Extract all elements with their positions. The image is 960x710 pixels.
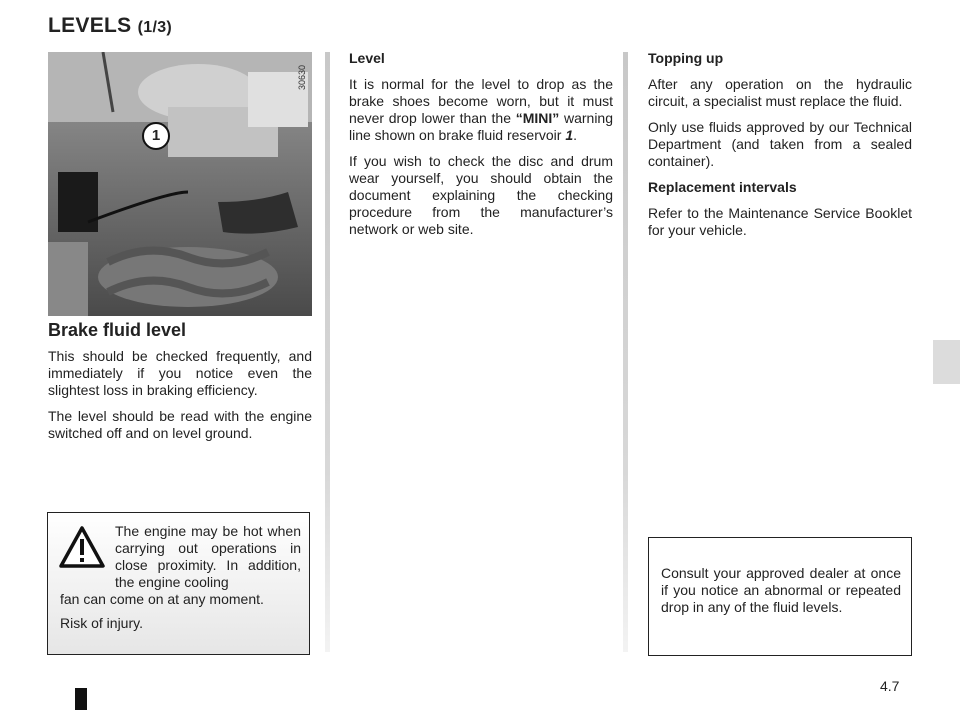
level-p1-mid: warning line shown on brake fluid reservoir — [349, 110, 614, 143]
column-divider-1 — [325, 52, 330, 652]
engine-photo — [48, 52, 312, 316]
brake-heading: Brake fluid level — [48, 320, 187, 340]
column-divider-2 — [623, 52, 628, 652]
corner-mark — [75, 688, 87, 710]
level-p1-text: It is normal for the level to drop as the brake shoes become worn, but it must never drop lower than the — [349, 76, 613, 126]
topping-column — [648, 50, 912, 248]
photo-code: 30630 — [297, 64, 307, 90]
mini-label: “MINI” — [515, 110, 560, 126]
topping-heading: Topping up — [648, 50, 724, 66]
level-p1-end: . — [573, 127, 578, 143]
brake-paragraph-2: The level should be read with the engine switched off and on level ground. — [48, 408, 312, 441]
warning-text-1: The engine may be hot when carrying out operations in close proximity. In addition, the engine cooling — [115, 523, 301, 590]
engine-photo-illustration — [48, 52, 312, 316]
title-main: LEVELS — [48, 14, 132, 37]
level-paragraph-1 — [349, 76, 613, 144]
section-tab — [933, 340, 960, 384]
info-text: Consult your approved dealer at once if you notice an abnormal or repeated drop in any of the fluid levels. — [661, 565, 901, 615]
topping-paragraph-2: Only use fluids approved by our Technical Department (and taken from a sealed container). — [648, 119, 912, 169]
replacement-paragraph: Refer to the Maintenance Service Booklet for your vehicle. — [648, 205, 912, 238]
level-heading: Level — [349, 50, 385, 66]
level-column — [349, 50, 613, 247]
warning-box — [47, 512, 310, 655]
topping-paragraph-1: After any operation on the hydraulic circuit, a specialist must replace the fluid. — [648, 76, 912, 109]
reservoir-ref: 1 — [565, 127, 574, 143]
title-part: (1/3) — [137, 19, 173, 36]
level-paragraph-2: If you wish to check the disc and drum wear yourself, you should obtain the document explaining the checking procedure from the manufacturer’s network or web site. — [349, 153, 613, 237]
page-number: 4.7 — [880, 678, 900, 694]
replacement-heading: Replacement intervals — [648, 179, 797, 195]
warning-text-2: fan can come on at any moment. — [60, 591, 264, 607]
callout-1: 1 — [142, 122, 170, 150]
info-box — [648, 537, 912, 656]
brake-paragraph-1: This should be checked frequently, and immediately if you notice even the slightest loss in braking efficiency. — [48, 348, 312, 398]
warning-triangle-icon — [58, 525, 106, 569]
page-title — [48, 14, 172, 38]
warning-text-3: Risk of injury. — [60, 615, 143, 631]
brake-column — [48, 348, 312, 451]
